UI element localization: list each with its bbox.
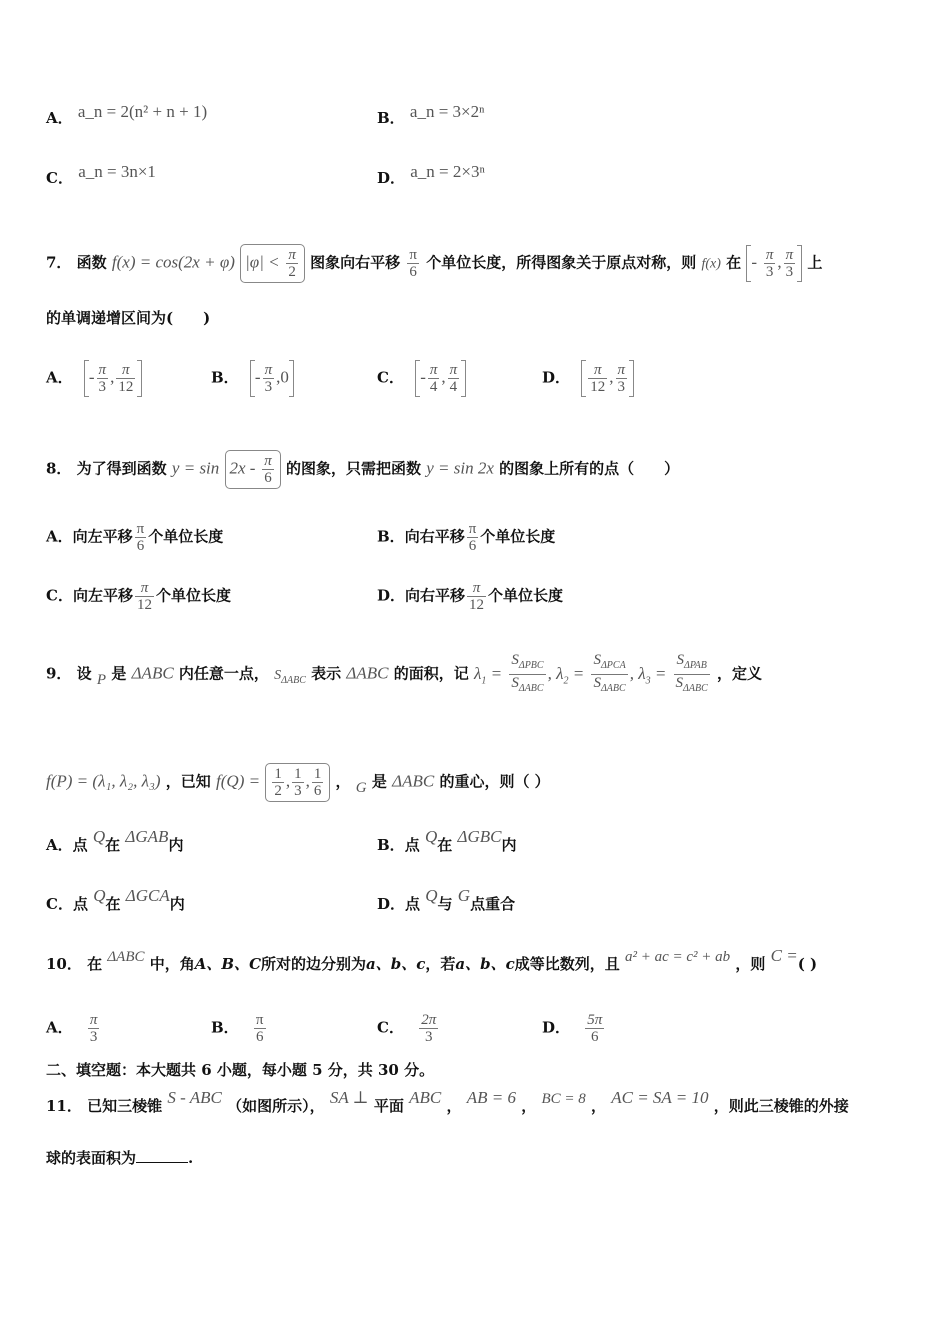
option-text: 个单位长度 [148,527,224,546]
math-variable: P [96,671,107,688]
option-text: 个单位长度 [488,586,564,605]
answer-blank[interactable] [136,1148,188,1163]
math-expression: ΔABC [346,663,389,683]
math-expression: f(Q) = [216,771,261,791]
math-expression: ΔABC [392,771,435,791]
fraction: $\frac{S_{\Delta PBC}}{S_{\Delta ABC}}$ [511,652,544,694]
option-text: 点 [405,895,421,913]
q10-text: A、B、C [194,955,262,973]
q8-text: 为了得到函数 [76,459,167,478]
math-expression: ΔABC [107,949,145,965]
option-text: 向左平移 [72,586,133,605]
question-number: 7． [46,253,72,272]
option-text: 与 [437,895,453,913]
math-variable: Q [93,886,106,905]
math-expression: a_n = 3n×1 [78,162,156,181]
fraction: $\frac{\pi}{6}$ [468,521,477,554]
option-label: B． [211,1018,239,1037]
q8-option-b [377,521,555,554]
q7-text: 上 [807,253,823,272]
math-variable: G [355,779,367,796]
option-text: 在 [105,836,121,854]
option-label: B． [377,527,405,546]
q10-text: 在 [87,955,103,973]
q9-text: 设 [76,664,92,683]
sin-argument: 2x - $\frac{\pi}{6}$ [225,450,281,489]
q9-stem: 9． 设 P 是 ΔABC 内任意一点， $S_{\Delta ABC}$ 表示 ΔABC 的面积，记 $\lambda_1$ = $\frac{S_{\Delta PBC}}{S_{\Delta ABC}}$ , $\lambda_2$ = $\frac{S_{\Delta PCA}}{S_{\Delta ABC}}$ , $\lambda_3$ = $\frac{S_{\Delta PAB}}{S_{\Delta ABC}}$ ，定义 [46,652,762,697]
q9-option-c [46,886,185,914]
math-variable: S [274,667,282,683]
q9-text: ，已知 [165,772,211,791]
q9-text: 的面积，记 [393,664,469,683]
math-expression: C = [770,946,798,965]
interval: - $\frac{\pi}{3}$ , $\frac{\pi}{3}$ [746,245,802,282]
q10-option-c [377,1012,440,1045]
option-label: A． [46,1018,73,1037]
option-label: A． [46,836,73,854]
math-expression [274,667,306,686]
option-label: D． [542,1018,571,1037]
q10-option-d [542,1012,606,1045]
q10-text: 成等比数列，且 [514,955,620,973]
option-text: 内 [168,836,184,854]
math-expression: y = sin 2x [426,458,494,478]
math-expression: BC = 8 [541,1091,586,1107]
math-subscript: ΔABC [281,674,306,686]
option-text: 向右平移 [405,586,466,605]
option-text: 向右平移 [404,527,465,546]
q11-text: 已知三棱锥 [87,1097,163,1115]
q9-text: 表示 [311,664,342,683]
q7-stem-line2: 的单调递增区间为( ) [46,309,211,327]
q8-text: 的图象上所有的点（ ） [499,459,680,478]
q9-text: 是 [371,772,387,791]
option-label: C． [46,169,73,187]
option-text: 点 [404,836,420,854]
option-text: 个单位长度 [480,527,556,546]
q9-option-b [377,827,517,855]
q-coordinates: $\frac{1}{2}$ , $\frac{1}{3}$ , $\frac{1}{6}$ [265,763,330,802]
option-label: D． [377,169,406,187]
option-label: B． [211,368,239,387]
q9-text: 是 [111,664,127,683]
option-label: C． [377,1018,404,1037]
q8-stem [46,450,679,489]
q9-text: ，定义 [717,664,763,683]
q8-text: 的图象，只需把函数 [286,459,422,478]
fraction: $\frac{\pi}{12}$ [469,580,485,613]
option-text: 点 [72,895,88,913]
q7-option-b [211,360,294,397]
q11-text: ， [590,1097,606,1115]
option-label: C． [46,586,73,605]
math-expression: a_n = 3×2ⁿ [409,102,485,121]
q9-option-a [46,827,184,855]
q7-option-a [46,360,142,397]
q9-option-d [377,886,516,914]
q10-text: ( ) [797,955,818,973]
question-number: 8． [46,459,72,478]
fraction: $\frac{\pi}{6}$ [136,521,145,554]
math-expression: a_n = 2(n² + n + 1) [77,102,208,121]
q10-option-b [211,1012,268,1045]
math-expression: ΔGAB [125,827,169,846]
math-expression: y = sin [171,458,220,478]
q9-stem-line2 [46,763,550,802]
fraction: $\frac{S_{\Delta PCA}}{S_{\Delta ABC}}$ [593,652,626,694]
question-number: 9． [46,664,72,683]
fraction: $\frac{S_{\Delta PAB}}{S_{\Delta ABC}}$ [675,652,708,694]
q7-option-d [542,360,634,397]
q10-text: ，若 [425,955,456,973]
math-expression: f(x) [701,256,721,272]
math-expression: f(P) = (λ₁, λ₂, λ₃) [46,771,161,791]
q11-text: 平面 [373,1097,404,1115]
option-text: 个单位长度 [155,586,231,605]
option-label: D． [377,586,406,605]
q11-stem-line2 [46,1148,193,1168]
q6-option-a [46,102,208,128]
option-text: 点重合 [470,895,516,913]
math-variable: G [457,886,471,905]
option-text: 在 [105,895,121,913]
q10-text: 中，角 [149,955,195,973]
question-number: 10． [46,955,82,973]
q6-option-b [377,102,485,128]
math-expression: AB = 6 [466,1088,516,1107]
interval: - $\frac{\pi}{4}$ , $\frac{\pi}{4}$ [415,360,466,397]
q7-text: 在 [726,253,742,272]
q10-stem [46,946,818,975]
q11-text: ，则此三棱锥的外接 [713,1097,849,1115]
option-label: A． [46,527,73,546]
option-text: 点 [72,836,88,854]
option-label: B． [377,836,405,854]
option-label: D． [542,368,571,387]
option-label: C． [46,895,73,913]
q11-text: ， [521,1097,537,1115]
q6-option-c [46,162,156,188]
fraction: $\frac{\pi}{6}$ [409,247,417,280]
math-variable: Q [424,827,438,846]
q11-text: . [188,1149,194,1167]
option-label: A． [46,368,73,387]
fraction: $\frac{\pi}{3}$ [89,1012,98,1045]
q10-option-a [46,1012,101,1045]
lambda-1: $\lambda_1$ = [473,663,503,686]
option-label: B． [377,109,405,127]
q8-option-d [377,580,563,613]
option-text: 内 [501,836,517,854]
math-expression: ABC [409,1088,442,1107]
q8-option-a [46,521,223,554]
interval: - $\frac{\pi}{3}$ , $\frac{\pi}{12}$ [84,360,142,397]
fraction: $\frac{2\pi}{3}$ [421,1012,437,1045]
q7-text: 图象向右平移 [310,253,401,272]
math-expression: |φ| < [245,252,280,272]
phi-condition [240,244,305,283]
math-variable: Q [92,827,106,846]
option-text: 内 [169,895,185,913]
fraction: $\frac{\pi}{12}$ [136,580,152,613]
q7-text: 函数 [76,253,107,272]
q7-option-c [377,360,466,397]
q9-text: 内任意一点， [178,664,269,683]
interval: - $\frac{\pi}{3}$ ,0 [250,360,294,397]
option-label: C． [377,368,404,387]
option-label: D． [377,895,406,913]
fraction: $\frac{\pi}{2}$ [288,247,296,280]
section-heading: 二、填空题：本大题共 6 小题，每小题 5 分，共 30 分。 [46,1061,435,1079]
q6-option-d [377,162,485,188]
question-number: 11． [46,1097,82,1115]
math-expression: ΔABC [131,663,174,683]
q11-text: 球的表面积为 [46,1149,137,1167]
math-expression: S - ABC [167,1088,222,1107]
q10-text: a、b、c [366,955,426,973]
fraction: $\frac{\pi}{6}$ [255,1012,264,1045]
math-expression: ΔGCA [125,886,170,905]
option-text: 向左平移 [72,527,133,546]
q11-text: ， [446,1097,462,1115]
q10-text: a、b、c [455,955,515,973]
q10-text: 所对的边分别为 [261,955,367,973]
q7-stem [46,244,822,283]
option-text: 在 [437,836,453,854]
interval: $\frac{\pi}{12}$ , $\frac{\pi}{3}$ [581,360,634,397]
q11-text: （如图所示）， [227,1097,325,1115]
math-expression: a² + ac = c² + ab [624,949,731,965]
q9-text: ， [335,772,351,791]
math-expression: a_n = 2×3ⁿ [410,162,485,181]
option-label: A． [46,109,73,127]
math-expression: ΔGBC [457,827,502,846]
math-expression: AC = SA = 10 [611,1088,709,1107]
math-expression: f(x) = cos(2x + φ) [111,252,235,272]
q11-stem [46,1088,849,1117]
fraction: $\frac{5\pi}{6}$ [587,1012,603,1045]
q7-text: 个单位长度，所得图象关于原点对称，则 [426,253,697,272]
q8-option-c [46,580,231,613]
math-expression: SA ⊥ [329,1088,369,1107]
q10-text: ，则 [735,955,766,973]
q9-text: 的重心，则（ ） [439,772,550,791]
math-variable: Q [425,886,438,905]
